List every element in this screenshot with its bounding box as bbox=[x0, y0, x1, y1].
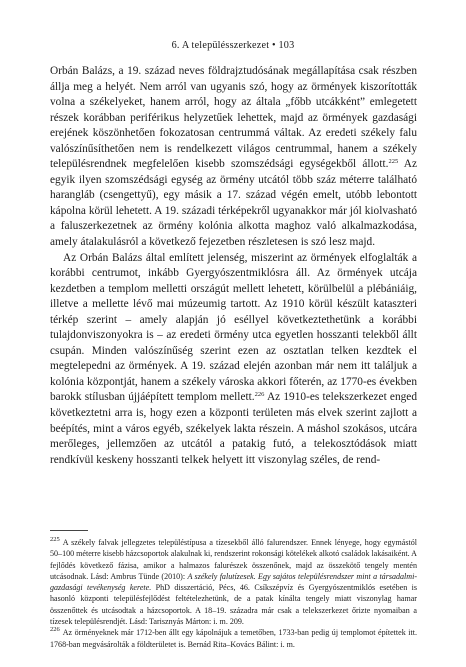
running-head: 6. A településszerkezet • 103 bbox=[171, 40, 295, 51]
footnote-226 bbox=[50, 627, 417, 650]
footnote-text: PhD disszertáció, Pécs, 46. Csíkszépvíz és Gyergyószentmiklós esetében is hasonló központi településfejlődést feltételezhetünk, de a patak kínálta tengely miatt viszonylag hamar összenőttek és utcásodtak a házcsoportok. A 18–19. századra már csak a telekszerkezet őrizte nyomaiban a tízesek településrendjét. Lásd: Tarisznyás Márton: i. m. 209. bbox=[50, 583, 417, 627]
paragraph-text: Az 1910-es telekszerkezet enged következtetni arra is, hogy ezen a központi területen más elvek szerint zajlott a beépítés, mint a város egyéb, székelyek lakta részein. A máshol szokásos, utcára merőleges, jellemzően az utcától a patakig futó, a telekosztódások miatt rendkívül keskeny hosszanti telkek helyett itt viszonylag széles, de rend- bbox=[50, 391, 417, 466]
footnote-text: Az örményeknek már 1712-ben állt egy kápolnájuk a temetőben, 1733-ban pedig új templomot építettek itt. 1768-ban megvásárolták a földterületet is. Bernád Rita–Kovács Bálint: i. m. bbox=[50, 628, 417, 649]
footnote-text: A székely falvak jellegzetes településtípusa a tízesekből álló falurendszer. Ennek lényege, hogy egymástól 50–100 méterre kisebb házcsoportok alakulnak ki, rendszerint rokonsági kötelékek alkotó családok lakásaiként. A fejlődés következő fázisa, amikor a halmazos falurészek összenőnek, majd az összekötő tengely mentén utcásodnak. Lásd: Ambrus Tünde (2010): bbox=[50, 538, 417, 581]
paragraph-text: Orbán Balázs, a 19. század neves földrajztudósának megállapítása csak részben állja meg a helyét. Nem arról van ugyanis szó, hogy az örmények kiszorították volna a székelyeket, hanem arról, hogy az általa „főbb utcákként” emlegetett részek korábban periférikus helyzetűek lehettek, majd az örmények gazdasági erejének köszönhetően fokozatosan centrummá váltak. Az eredeti székely falu valószínűsíthetően nem is rendelkezett világos centrummal, hanem a székely településrendnek megfelelően kisebb szomszédsági egységekből állott. bbox=[50, 65, 417, 171]
footnote-number: 226 bbox=[50, 626, 60, 634]
footnotes bbox=[50, 537, 417, 650]
paragraph bbox=[50, 64, 417, 251]
paragraph bbox=[50, 251, 417, 469]
footnote-cited-title: A székely falutízesek. Egy sajátos településrendszer mint a társadalmi-gazdasági tevékenység kerete. bbox=[50, 571, 417, 593]
paragraph-text: Az egyik ilyen szomszédsági egység az örmény utcától több száz méterre található harangláb (csengettyű), egy másik a 17. század végén emelt, utóbb lebontott kápolna körül lehetett. A 19. századi térképekről ugyanakkor már jól kiolvasható a faluszerkezetnek az örmény kolónia alkotta maghoz való alkalmazkodása, amely átalakulásról a következő fejezetben részletesen is szó lesz majd. bbox=[50, 158, 417, 249]
main-text bbox=[50, 64, 417, 468]
footnote-ref[interactable]: 225 bbox=[388, 158, 399, 166]
paragraph-text: Az Orbán Balázs által említett jelenség, miszerint az örmények elfoglalták a korábbi centrumot, inkább Gyergyószentmiklósra áll. Az örmények utcája kezdetben a templom melletti országút mellett lehetett, körülbelül a plébániáig, illetve a mellette lévő mai múzeumig tartott. Az 1910 körül készült kataszteri térkép szerint – amely alapján jó eséllyel következtethetünk a korábbi tulajdonviszonyokra is – az eredeti örmény utca egyetlen hosszanti telekből állt csupán. Minden valószínűség szerint ezen az osztatlan telken kezdtek el megtelepedni az örmények. A 19. század elején azonban már nem itt találjuk a kolónia központját, hanem a székely városka akkori főterén, az 1770-es években barokk stílusban újjáépített templom mellett. bbox=[50, 251, 417, 404]
footnote-number: 225 bbox=[50, 536, 60, 543]
footnote-225 bbox=[50, 537, 417, 627]
footnote-divider bbox=[50, 530, 88, 531]
footnote-ref[interactable]: 226 bbox=[254, 391, 265, 399]
